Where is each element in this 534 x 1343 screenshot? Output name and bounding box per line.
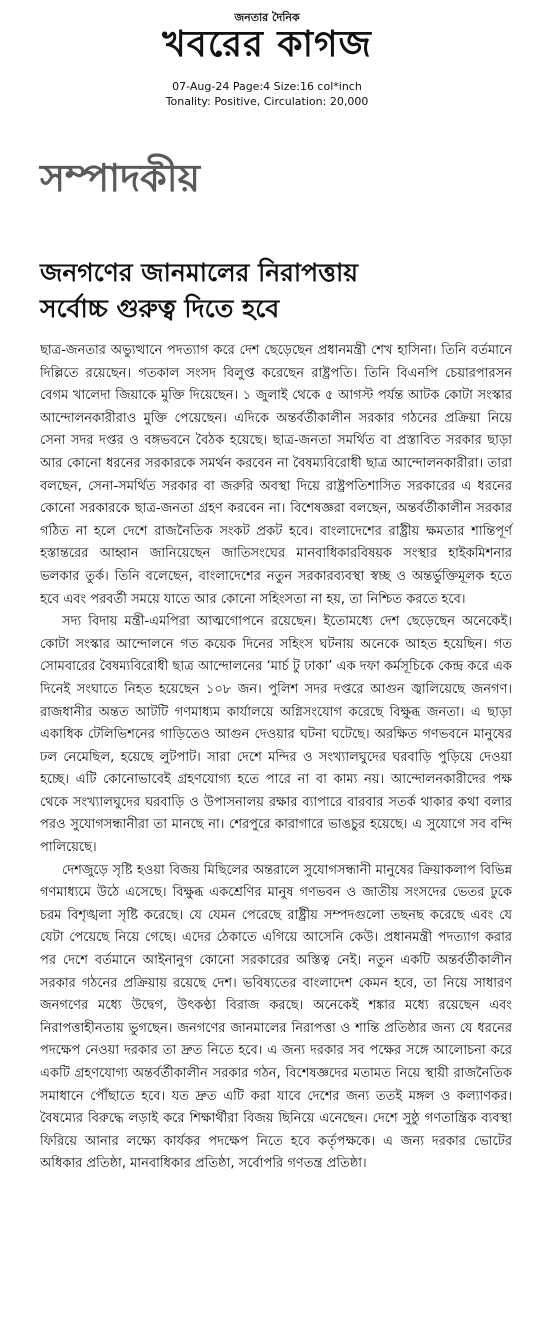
article-paragraph-1: ছাত্র-জনতার অভ্যুত্থানে পদত্যাগ করে দেশ ছেড়েছেন প্রধানমন্ত্রী শেখ হাসিনা। তিনি বর্তমানে দিল্লিতে রয়েছেন। গতকাল সংসদ বিলুপ্ত করেছেন রাষ্ট্রপতি। তিনি বিএনপি চেয়ারপারসন বেগম খালেদা জিয়াকে মুক্তি দিয়েছেন। ১ জুলাই থেকে ৫ আগস্ট পর্যন্ত আটক কোটা সংস্কার আন্দোলনকারীরাও মুক্তি পেয়েছেন। এদিকে অন্তর্বর্তীকালীন সরকার গঠনের প্রক্রিয়া নিয়ে সেনা সদর দপ্তর ও বঙ্গভবনে বৈঠক হয়েছে। ছাত্র-জনতা সমর্থিত বা প্রস্তাবিত সরকার ছাড়া আর কোনো ধরনের সরকারকে সমর্থন করবেন না বৈষম্যবিরোধী ছাত্র আন্দোলনকারীরা। তারা বলছেন, সেনা-সমর্থিত সরকার বা জরুরি অবস্থা দিয়ে রাষ্ট্রপতিশাসিত সরকারের এ ধরনের কোনো সরকারকে ছাত্র-জনতা গ্রহণ করবেন না। বিশেষজ্ঞরা বলছেন, অন্তর্বর্তীকালীন সরকার গঠিত না হলে দেশে রাজনৈতিক সংকট প্রকট হবে। বাংলাদেশের রাষ্ট্রীয় ক্ষমতার শান্তিপূর্ণ হস্তান্তরের আহ্বান জানিয়েছেন জাতিসংঘের মানবাধিকারবিষয়ক সংস্থার হাইকমিশনার ভলকার তুর্ক। তিনি বলেছেন, বাংলাদেশের নতুন সরকারব্যবস্থা স্বচ্ছ ও অন্তর্ভুক্তিমূলক হতে হবে এবং পরবর্তী সময়ে যাতে আর কোনো সহিংসতা না হয়, তা নিশ্চিত করতে হবে। (40, 343, 512, 607)
newspaper-tagline: জনতার দৈনিক (234, 11, 300, 24)
newspaper-logo: খবরের কাগজ (162, 24, 372, 65)
section-title: সম্পাদকীয় (40, 155, 200, 200)
headline-line-1: জনগণের জানমালের নিরাপত্তায় (40, 258, 358, 287)
article-body (40, 340, 512, 1176)
article-paragraph-2: সদ্য বিদায় মন্ত্রী-এমপিরা আত্মগোপনে রয়েছেন। ইতোমধ্যে দেশ ছেড়েছেন অনেকেই। কোটা সংস্কার আন্দোলনে গত কয়েক দিনের সহিংস ঘটনায় অনেকে আহত হয়েছিন। গত সোমবারের বৈষম্যবিরোধী ছাত্র আন্দোলনের ‘মার্চ টু ঢাকা’ এক দফা কর্মসূচিকে কেন্দ্র করে এক দিনেই সংঘাতে নিহত হয়েছেন ১০৮ জন। পুলিশ সদর দপ্তরে আগুন জ্বালিয়েছে জনগণ। রাজধানীর অন্তত আটটি গণমাধ্যম কার্যালয়ে অগ্নিসংযোগ করেছে বিক্ষুব্ধ জনতা। এ ছাড়া একাধিক টেলিভিশনের গাড়িতেও আগুন দেওয়ার ঘটনা ঘটেছে। অরক্ষিত গণভবনে মানুষের ঢল নেমেছিল, হয়েছে লুটপাট। সারা দেশে মন্দির ও সংখ্যালঘুদের ঘরবাড়ি পুড়িয়ে দেওয়া হচ্ছে। এটি কোনোভাবেই গ্রহণযোগ্য হতে পারে না বা কাম্য নয়। আন্দোলনকারীদের পক্ষ থেকে সংখ্যালঘুদের ঘরবাড়ি ও উপাসনালয় রক্ষার ব্যাপারে বারবার সতর্ক থাকার কথা বলার পরও সুযোগসন্ধানীরা তা মানছে না। শেরপুরে কারাগারে ভাঙচুর হয়েছে। এ সুযোগে সব বন্দি পালিয়েছে। (40, 614, 512, 856)
headline-line-2: সর্বোচ্চ গুরুত্ব দিতে হবে (40, 294, 280, 323)
article-paragraph-3: দেশজুড়ে সৃষ্টি হওয়া বিজয় মিছিলের অন্তরালে সুযোগসন্ধানী মানুষের ক্রিয়াকলাপ বিভিন্ন গণমাধ্যমে উঠে এসেছে। বিক্ষুব্ধ একশ্রেণির মানুষ গণভবন ও জাতীয় সংসদের ভেতর ঢুকে চরম বিশৃঙ্খলা সৃষ্টি করেছে। যে যেমন পেরেছে রাষ্ট্রীয় সম্পদগুলো তছনছ করেছে এবং যে যেটা পেয়েছে নিয়ে গেছে। এদের ঠেকাতে এগিয়ে আসেনি কেউ। প্রধানমন্ত্রী পদত্যাগ করার পর দেশে বর্তমানে আইনানুগ কোনো সরকারের অস্তিত্ব নেই। নতুন একটি অন্তর্বর্তীকালীন সরকার গঠনের প্রক্রিয়ায় রয়েছে দেশ। ভবিষ্যতের বাংলাদেশ কেমন হবে, তা নিয়ে সাধারণ জনগণের মধ্যে উদ্বেগ, উৎকণ্ঠা বিরাজ করছে। অনেকেই শঙ্কার মধ্যে রয়েছেন এবং নিরাপত্তাহীনতায় ভুগছেন। জনগণের জানমালের নিরাপত্তা ও শান্তি প্রতিষ্ঠার জন্য যে ধরনের পদক্ষেপ নেওয়া দরকার তা দ্রুত নিতে হবে। এ জন্য দরকার সব পক্ষের সঙ্গে আলোচনা করে একটি গ্রহণযোগ্য অন্তর্বর্তীকালীন সরকার গঠন, বিশেষজ্ঞদের মতামত নিয়ে স্থায়ী রাজনৈতিক সমাধানে পৌঁছাতে হবে। যত দ্রুত এটি করা যাবে দেশের জন্য ততই মঙ্গল ও কল্যাণকর। বৈষম্যের বিরুদ্ধে লড়াই করে শিক্ষার্থীরা বিজয় ছিনিয়ে এনেছেন। দেশে সুষ্ঠু গণতান্ত্রিক ব্যবস্থা ফিরিয়ে আনার লক্ষ্যে কার্যকর পদক্ষেপ নিতে হবে কর্তৃপক্ষকে। এ জন্য দরকার ভোটের অধিকার প্রতিষ্ঠা, মানবাধিকার প্রতিষ্ঠা, সর্বোপরি গণতন্ত্র প্রতিষ্ঠা। (40, 862, 512, 1172)
clipping-meta-date-size: 07-Aug-24 Page:4 Size:16 col*inch (172, 80, 362, 93)
clipping-meta-tonality: Tonality: Positive, Circulation: 20,000 (165, 95, 369, 108)
